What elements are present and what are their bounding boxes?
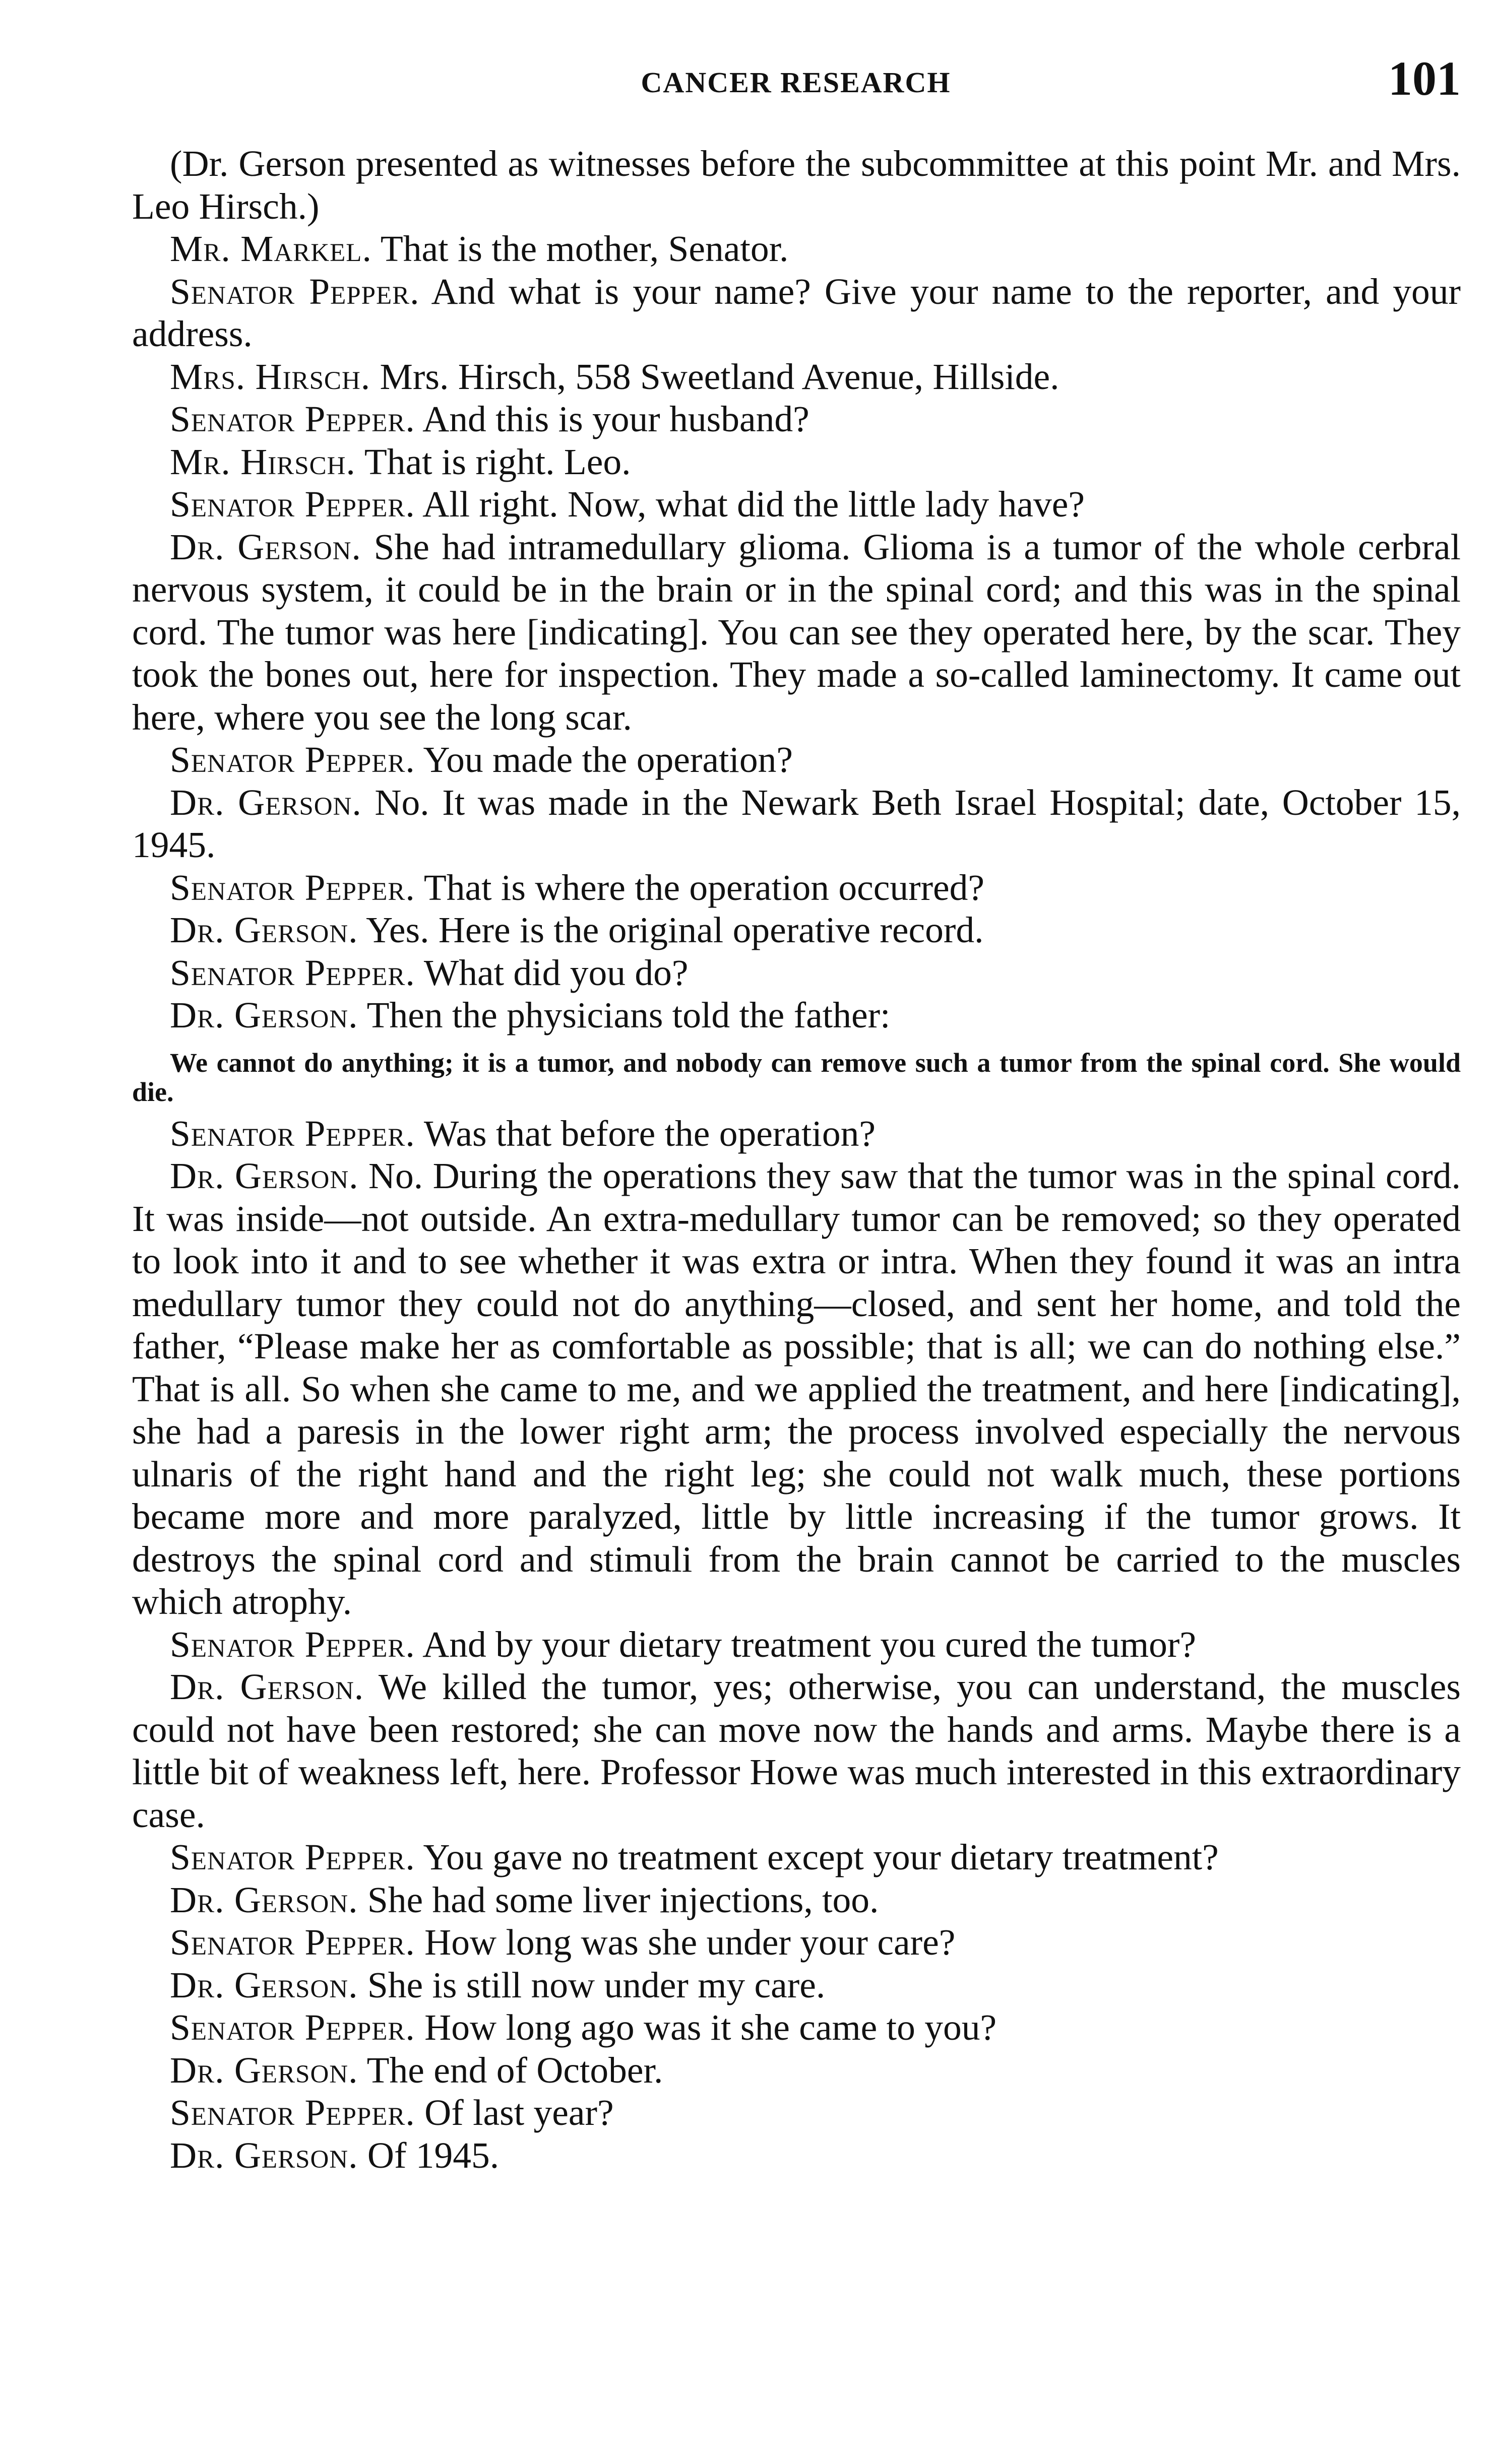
testimony-paragraph	[132, 483, 1461, 526]
paragraph-text: And by your dietary treatment you cured the tumor?	[422, 1624, 1196, 1665]
speaker-name: Senator Pepper.	[170, 1624, 415, 1665]
testimony-paragraph	[132, 782, 1461, 867]
speaker-name: Senator Pepper.	[170, 2007, 415, 2048]
testimony-paragraph	[132, 867, 1461, 910]
paragraph-text: That is the mother, Senator.	[380, 228, 789, 269]
speaker-name: Senator Pepper.	[170, 484, 415, 525]
running-title: CANCER RESEARCH	[641, 66, 951, 99]
testimony-paragraph	[132, 1624, 1461, 1666]
testimony-paragraph	[132, 952, 1461, 995]
testimony-paragraph	[132, 909, 1461, 952]
speaker-name: Dr. Gerson.	[170, 995, 358, 1035]
paragraph-text: Was that before the operation?	[423, 1113, 876, 1154]
paragraph-text: And what is your name? Give your name to the reporter, and your address.	[132, 271, 1461, 354]
testimony-paragraph	[132, 1921, 1461, 1964]
testimony-paragraph	[132, 1964, 1461, 2007]
testimony-paragraph	[132, 739, 1461, 782]
speaker-name: Dr. Gerson.	[170, 1879, 358, 1920]
paragraph-text: What did you do?	[423, 952, 689, 993]
testimony-block-before-quote	[132, 143, 1461, 1037]
testimony-paragraph	[132, 271, 1461, 356]
speaker-name: Dr. Gerson.	[170, 526, 361, 567]
paragraph-text: She had intramedullary glioma. Glioma is a tumor of the whole cerbral nervous system, it could be in the brain or in the spinal cord; and this was in the spinal cord. The tumor was here [indicating]. You can see they operated here, by the scar. They took the bones out, here for inspection. They made a so-called laminectomy. It came out here, where you see the long scar.	[132, 526, 1461, 738]
speaker-name: Mrs. Hirsch.	[170, 356, 371, 397]
testimony-paragraph	[132, 398, 1461, 441]
paragraph-text: That is right. Leo.	[364, 441, 631, 482]
paragraph-text: We killed the tumor, yes; otherwise, you can understand, the muscles could not have been restored; she can move now the hands and arms. Maybe there is a little bit of weakness left, here. Professor Howe was much interested in this extraordinary case.	[132, 1666, 1461, 1835]
speaker-name: Mr. Hirsch.	[170, 441, 356, 482]
testimony-paragraph	[132, 1155, 1461, 1624]
block-quote: We cannot do anything; it is a tumor, and nobody can remove such a tumor from the spinal cord. She would die.	[132, 1047, 1461, 1107]
paragraph-text: No. It was made in the Newark Beth Israel Hospital; date, October 15, 1945.	[132, 782, 1461, 865]
paragraph-text: Then the physicians told the father:	[366, 995, 891, 1035]
speaker-name: Senator Pepper.	[170, 399, 415, 439]
speaker-name: Senator Pepper.	[170, 952, 415, 993]
paragraph-text: All right. Now, what did the little lady have?	[422, 484, 1085, 525]
speaker-name: Senator Pepper.	[170, 1837, 415, 1877]
speaker-name: Dr. Gerson.	[170, 782, 362, 823]
paragraph-text: The end of October.	[366, 2049, 663, 2091]
paragraph-text: Of 1945.	[367, 2134, 500, 2176]
testimony-paragraph	[132, 441, 1461, 484]
paragraph-text: And this is your husband?	[422, 399, 809, 439]
speaker-name: Dr. Gerson.	[170, 2049, 358, 2091]
paragraph-text: That is where the operation occurred?	[423, 867, 985, 908]
speaker-name: Senator Pepper.	[170, 739, 415, 780]
paragraph-text: No. During the operations they saw that the tumor was in the spinal cord. It was inside—not outside. An extra-medullary tumor can be removed; so they operated to look into it and to see whether it was extra or intra. When they found it was an intra medullary tumor they could not do anything—closed, and sent her home, and told the father, “Please make her as comfortable as possible; that is all; we can do nothing else.” That is all. So when she came to me, and we applied the treatment, and here [indicating], she had a paresis in the lower right arm; the process involved especially the nervous ulnaris of the right hand and the right leg; she could not walk much, these portions became more and more paralyzed, little by little increasing if the tumor grows. It destroys the spinal cord and stimuli from the brain cannot be carried to the muscles which atrophy.	[132, 1155, 1461, 1622]
speaker-name: Senator Pepper.	[170, 271, 420, 312]
testimony-paragraph	[132, 994, 1461, 1037]
paragraph-text: Mrs. Hirsch, 558 Sweetland Avenue, Hillside.	[380, 356, 1059, 397]
testimony-paragraph	[132, 1666, 1461, 1836]
paragraph-text: Yes. Here is the original operative record.	[366, 910, 984, 950]
paragraph-text: How long was she under your care?	[424, 1922, 956, 1963]
testimony-paragraph	[132, 1836, 1461, 1879]
testimony-block-after-quote	[132, 1113, 1461, 2177]
paragraph-text: (Dr. Gerson presented as witnesses before the subcommittee at this point Mr. and Mrs. Leo Hirsch.)	[132, 143, 1461, 227]
testimony-paragraph	[132, 526, 1461, 739]
paragraph-text: How long ago was it she came to you?	[424, 2007, 997, 2048]
paragraph-text: She is still now under my care.	[367, 1964, 826, 2005]
testimony-paragraph	[132, 2092, 1461, 2134]
paragraph-text: Of last year?	[424, 2092, 614, 2133]
speaker-name: Dr. Gerson.	[170, 910, 358, 950]
testimony-paragraph	[132, 143, 1461, 228]
speaker-name: Dr. Gerson.	[170, 2134, 358, 2176]
transcript-body	[132, 143, 1461, 2177]
speaker-name: Senator Pepper.	[170, 1922, 415, 1963]
testimony-paragraph	[132, 356, 1461, 399]
speaker-name: Mr. Markel.	[170, 228, 372, 269]
paragraph-text: You gave no treatment except your dietary treatment?	[423, 1837, 1219, 1877]
speaker-name: Senator Pepper.	[170, 2092, 415, 2133]
speaker-name: Dr. Gerson.	[170, 1666, 364, 1707]
paragraph-text: She had some liver injections, too.	[367, 1879, 879, 1920]
paragraph-text: You made the operation?	[423, 739, 793, 780]
testimony-paragraph	[132, 1113, 1461, 1155]
testimony-paragraph	[132, 2134, 1461, 2177]
speaker-name: Dr. Gerson.	[170, 1964, 358, 2005]
testimony-paragraph	[132, 1879, 1461, 1922]
speaker-name: Senator Pepper.	[170, 1113, 415, 1154]
running-header	[131, 50, 1461, 116]
testimony-paragraph	[132, 2006, 1461, 2049]
speaker-name: Senator Pepper.	[170, 867, 415, 908]
page-number: 101	[1388, 51, 1461, 105]
testimony-paragraph	[132, 228, 1461, 271]
speaker-name: Dr. Gerson.	[170, 1155, 359, 1196]
testimony-paragraph	[132, 2049, 1461, 2092]
